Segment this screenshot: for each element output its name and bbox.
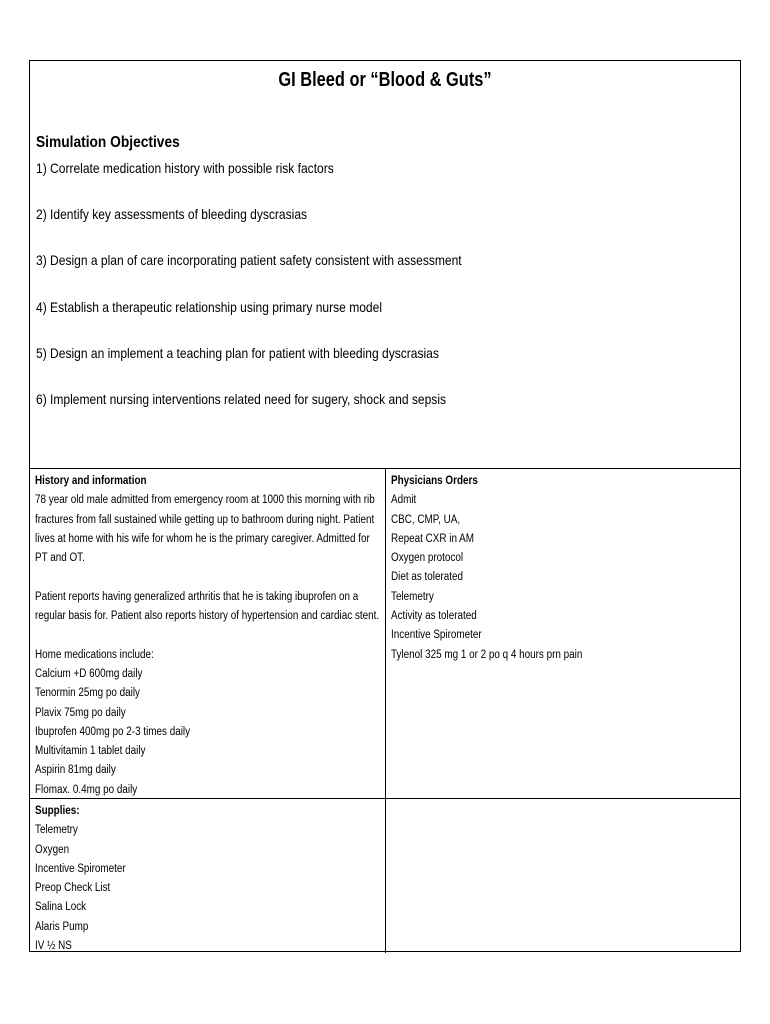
supply-item: Oxygen [35, 843, 70, 856]
supplies-heading: Supplies: [35, 805, 80, 817]
objective-item-5: 5) Design an implement a teaching plan for patient with bleeding dyscrasias [36, 345, 439, 361]
supply-item: Alaris Pump [35, 920, 89, 933]
order-item: CBC, CMP, UA, [391, 513, 461, 526]
order-item: Telemetry [391, 590, 434, 603]
history-line: 78 year old male admitted from emergency room at 1000 this morning with rib [35, 494, 375, 507]
objectives-section [30, 61, 740, 469]
objective-item-6: 6) Implement nursing interventions related need for sugery, shock and sepsis [36, 391, 447, 407]
medication-item: Aspirin 81mg daily [35, 764, 116, 777]
history-line: Patient reports having generalized arthritis that he is taking ibuprofen on a [35, 590, 359, 603]
order-item: Incentive Spirometer [391, 629, 482, 642]
objective-item-2: 2) Identify key assessments of bleeding dyscrasias [36, 206, 308, 222]
order-item: Activity as tolerated [391, 610, 477, 623]
objectives-heading: Simulation Objectives [36, 134, 180, 151]
physicians-orders-cell [391, 472, 582, 665]
order-item: Diet as tolerated [391, 571, 464, 584]
document-title: GI Bleed or “Blood & Guts” [278, 69, 492, 91]
orders-heading: Physicians Orders [391, 475, 478, 487]
history-line [35, 568, 379, 587]
history-cell [35, 472, 379, 800]
medication-item: Plavix 75mg po daily [35, 706, 126, 719]
order-item: Admit [391, 494, 417, 507]
supply-item: Telemetry [35, 824, 78, 837]
scenario-table [30, 469, 740, 953]
objective-item-3: 3) Design a plan of care incorporating patient safety consistent with assessment [36, 252, 462, 268]
medication-item: Flomax. 0.4mg po daily [35, 783, 138, 796]
supply-item: IV ½ NS [35, 940, 72, 953]
order-item: Tylenol 325 mg 1 or 2 po q 4 hours prn pain [391, 648, 583, 661]
supply-item: Incentive Spirometer [35, 862, 126, 875]
medication-item: Tenormin 25mg po daily [35, 687, 141, 700]
objective-item-1: 1) Correlate medication history with possible risk factors [36, 160, 334, 176]
medication-item: Calcium +D 600mg daily [35, 667, 143, 680]
medication-item: Multivitamin 1 tablet daily [35, 745, 146, 758]
history-line: lives at home with his wife for whom he is the primary caregiver. Admitted for [35, 532, 370, 545]
history-heading: History and information [35, 475, 147, 487]
history-line: regular basis for. Patient also reports history of hypertension and cardiac stent. [35, 610, 380, 623]
history-line: fractures from fall sustained while getting up to bathroom during night. Patient [35, 513, 375, 526]
table-column-divider [385, 469, 386, 953]
supplies-cell [35, 802, 126, 956]
history-line: PT and OT. [35, 552, 85, 565]
medication-item: Ibuprofen 400mg po 2-3 times daily [35, 725, 191, 738]
objective-item-4: 4) Establish a therapeutic relationship using primary nurse model [36, 299, 383, 315]
supply-item: Salina Lock [35, 901, 87, 914]
simulation-document [29, 60, 741, 952]
history-line: Home medications include: [35, 648, 154, 661]
history-line [35, 626, 379, 645]
supply-item: Preop Check List [35, 882, 111, 895]
order-item: Oxygen protocol [391, 552, 464, 565]
order-item: Repeat CXR in AM [391, 532, 475, 545]
